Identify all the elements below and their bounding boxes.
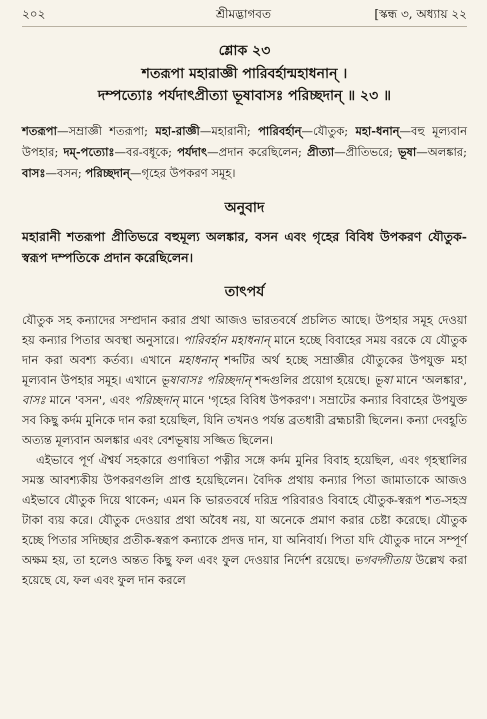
synonym-meaning: —গৃহের উপকরণ সমূহ। xyxy=(129,166,236,180)
purport-paragraph-2 xyxy=(22,450,467,590)
chapter-reference: [স্কন্ধ ৩, অধ্যায় ২২ xyxy=(374,7,467,21)
purport-text-segment: শব্দগুলির প্রয়োগ হয়েছে। xyxy=(250,373,375,387)
synonym-meaning: —বসন; xyxy=(45,166,86,180)
synonym-term: পারিবর্হান্ xyxy=(258,124,302,138)
word-meanings xyxy=(22,121,467,184)
purport-italic-term: বাসঃ xyxy=(22,393,46,407)
purport-italic-term: ভূষা xyxy=(374,373,393,387)
synonym-term: ভূষা xyxy=(397,145,417,159)
book-title: শ্রীমদ্ভাগবত xyxy=(215,7,271,21)
page-number: ২০২ xyxy=(22,7,46,21)
purport-text-segment: মানে হচ্ছে বিবাহের সময় বরকে যে যৌতুক দান করা অবশ্য কর্তব্য। এখানে xyxy=(22,333,467,367)
synonym-term: বাসঃ xyxy=(22,166,46,180)
purport-text-segment: মানে 'অলঙ্কার', xyxy=(392,373,467,387)
purport-paragraph-1 xyxy=(22,310,467,450)
purport-text-segment: শব্দটির অর্থ হচ্ছে সম্রাজ্ঞীর যৌতুকের উপযুক্ত মহা মূল্যবান উপহার সমূহ। এখানে xyxy=(22,353,467,387)
purport-text-segment: মানে 'গৃহের বিবিধ উপকরণ'। সম্রাটের কন্যার বিবাহের উপযুক্ত সব কিছু কর্দম মুনিকে দান করা হয়েছিল, যিনি তখনও পর্যন্ত ব্রতধারী ব্রহ্মচারী ছিলেন। কন্যা দেবহূতি অত্যন্ত মূল্যবান অলঙ্কার এবং বেশভূষায় সজ্জিত ছিলেন। xyxy=(22,393,467,447)
purport-italic-term: ভূষাবাসঃ পরিচ্ছদান্ xyxy=(160,373,251,387)
synonym-term: পরিচ্ছদান্ xyxy=(85,166,130,180)
purport-text-segment: যৌতুক সহ কন্যাদের সম্প্রদান করার প্রথা আজও ভারতবর্ষে প্রচলিত আছে। উপহার সমূহ দেওয়া হয় কন্যার পিতার অবস্থা অনুসারে। xyxy=(22,313,467,347)
verse-title: শ্লোক ২৩ xyxy=(218,43,271,59)
page-header xyxy=(22,6,467,27)
synonym-term: পর্যদাৎ xyxy=(177,145,208,159)
synonym-meaning: —বর-বধূকে; xyxy=(114,145,178,159)
translation-text: মহারানী শতরূপা প্রীতিভরে বহুমূল্য অলঙ্কার, বসন এবং গৃহের বিবিধ উপকরণ যৌতুক-স্বরূপ দম্পতিকে প্রদান করেছিলেন। xyxy=(22,229,467,265)
synonym-meaning: —প্রীতিভরে; xyxy=(334,145,398,159)
synonym-term: প্রীত্যা xyxy=(306,145,335,159)
purport-italic-term: পরিচ্ছদান্ xyxy=(134,393,179,407)
purport-italic-term: পারিবর্হান মহাধনান্ xyxy=(183,333,270,347)
synonym-term: দম্-পত্যোঃ xyxy=(63,145,115,159)
translation-heading: অনুবাদ xyxy=(224,200,265,216)
verse-line-2: দম্পত্যোঃ পর্যদাৎপ্রীত্যা ভূষাবাসঃ পরিচ্ছদান্ ॥ ২৩ ॥ xyxy=(97,88,392,104)
purport-p2-italic: ভগবদ্গীতায় xyxy=(354,553,411,567)
synonym-term: শতরূপা xyxy=(22,124,57,138)
synonym-meaning: —সম্রাজ্ঞী শতরূপা; xyxy=(56,124,156,138)
synonym-meaning: —যৌতুক; xyxy=(301,124,356,138)
purport-heading: তাৎপর্য xyxy=(224,284,265,300)
synonym-term: মহা-রাজ্ঞী xyxy=(155,124,200,138)
purport-p2-text: এইভাবে পূর্ণ ঐশ্বর্য সহকারে গুণান্বিতা পত্নীর সঙ্গে কর্দম মুনির বিবাহ হয়েছিল, এবং গৃহস্থালির সমস্ত আবশ্যকীয় উপকরণগুলি প্রাপ্ত হয়েছিলেন। বৈদিক প্রথায় কন্যার পিতা জামাতাকে আজও এইভাবে যৌতুক দিয়ে থাকেন; এমন কি ভারতবর্ষে দরিদ্র পরিবারও বিবাহে যৌতুক-স্বরূপ শত-সহস্র টাকা ব্যয় করে। যৌতুক দেওয়ার প্রথা অবৈধ নয়, যা অনেকে প্রমাণ করার চেষ্টা করেছে। যৌতুক হচ্ছে পিতার সদিচ্ছার প্রতীক-স্বরূপ কন্যাকে প্রদত্ত দান, যা অনিবার্য। পিতা যদি যৌতুক দানে সম্পূর্ণ অক্ষম হয়, তা হলেও অন্তত কিছু ফল এবং ফুল দেওয়ার নির্দেশ রয়েছে। xyxy=(22,453,467,567)
synonym-term: মহা-ধনান্ xyxy=(355,124,400,138)
purport-italic-term: মহাধনান্ xyxy=(178,353,218,367)
purport-text-segment: মানে 'বসন', এবং xyxy=(45,393,135,407)
synonym-meaning: —প্রদান করেছিলেন; xyxy=(207,145,307,159)
synonym-meaning: —মহারানী; xyxy=(199,124,259,138)
purport-text xyxy=(22,310,467,590)
synonym-meaning: —বহু মূল্যবান উপহার; xyxy=(22,124,467,159)
purport-p2-end: উল্লেখ করা হয়েছে যে, ফল এবং ফুল দান করলে xyxy=(22,553,467,587)
synonym-meaning: —অলঙ্কার; xyxy=(416,145,467,159)
verse-line-1: শতরূপা মহারাজ্ঞী পারিবর্হান্মহাধনান্ । xyxy=(141,66,348,82)
